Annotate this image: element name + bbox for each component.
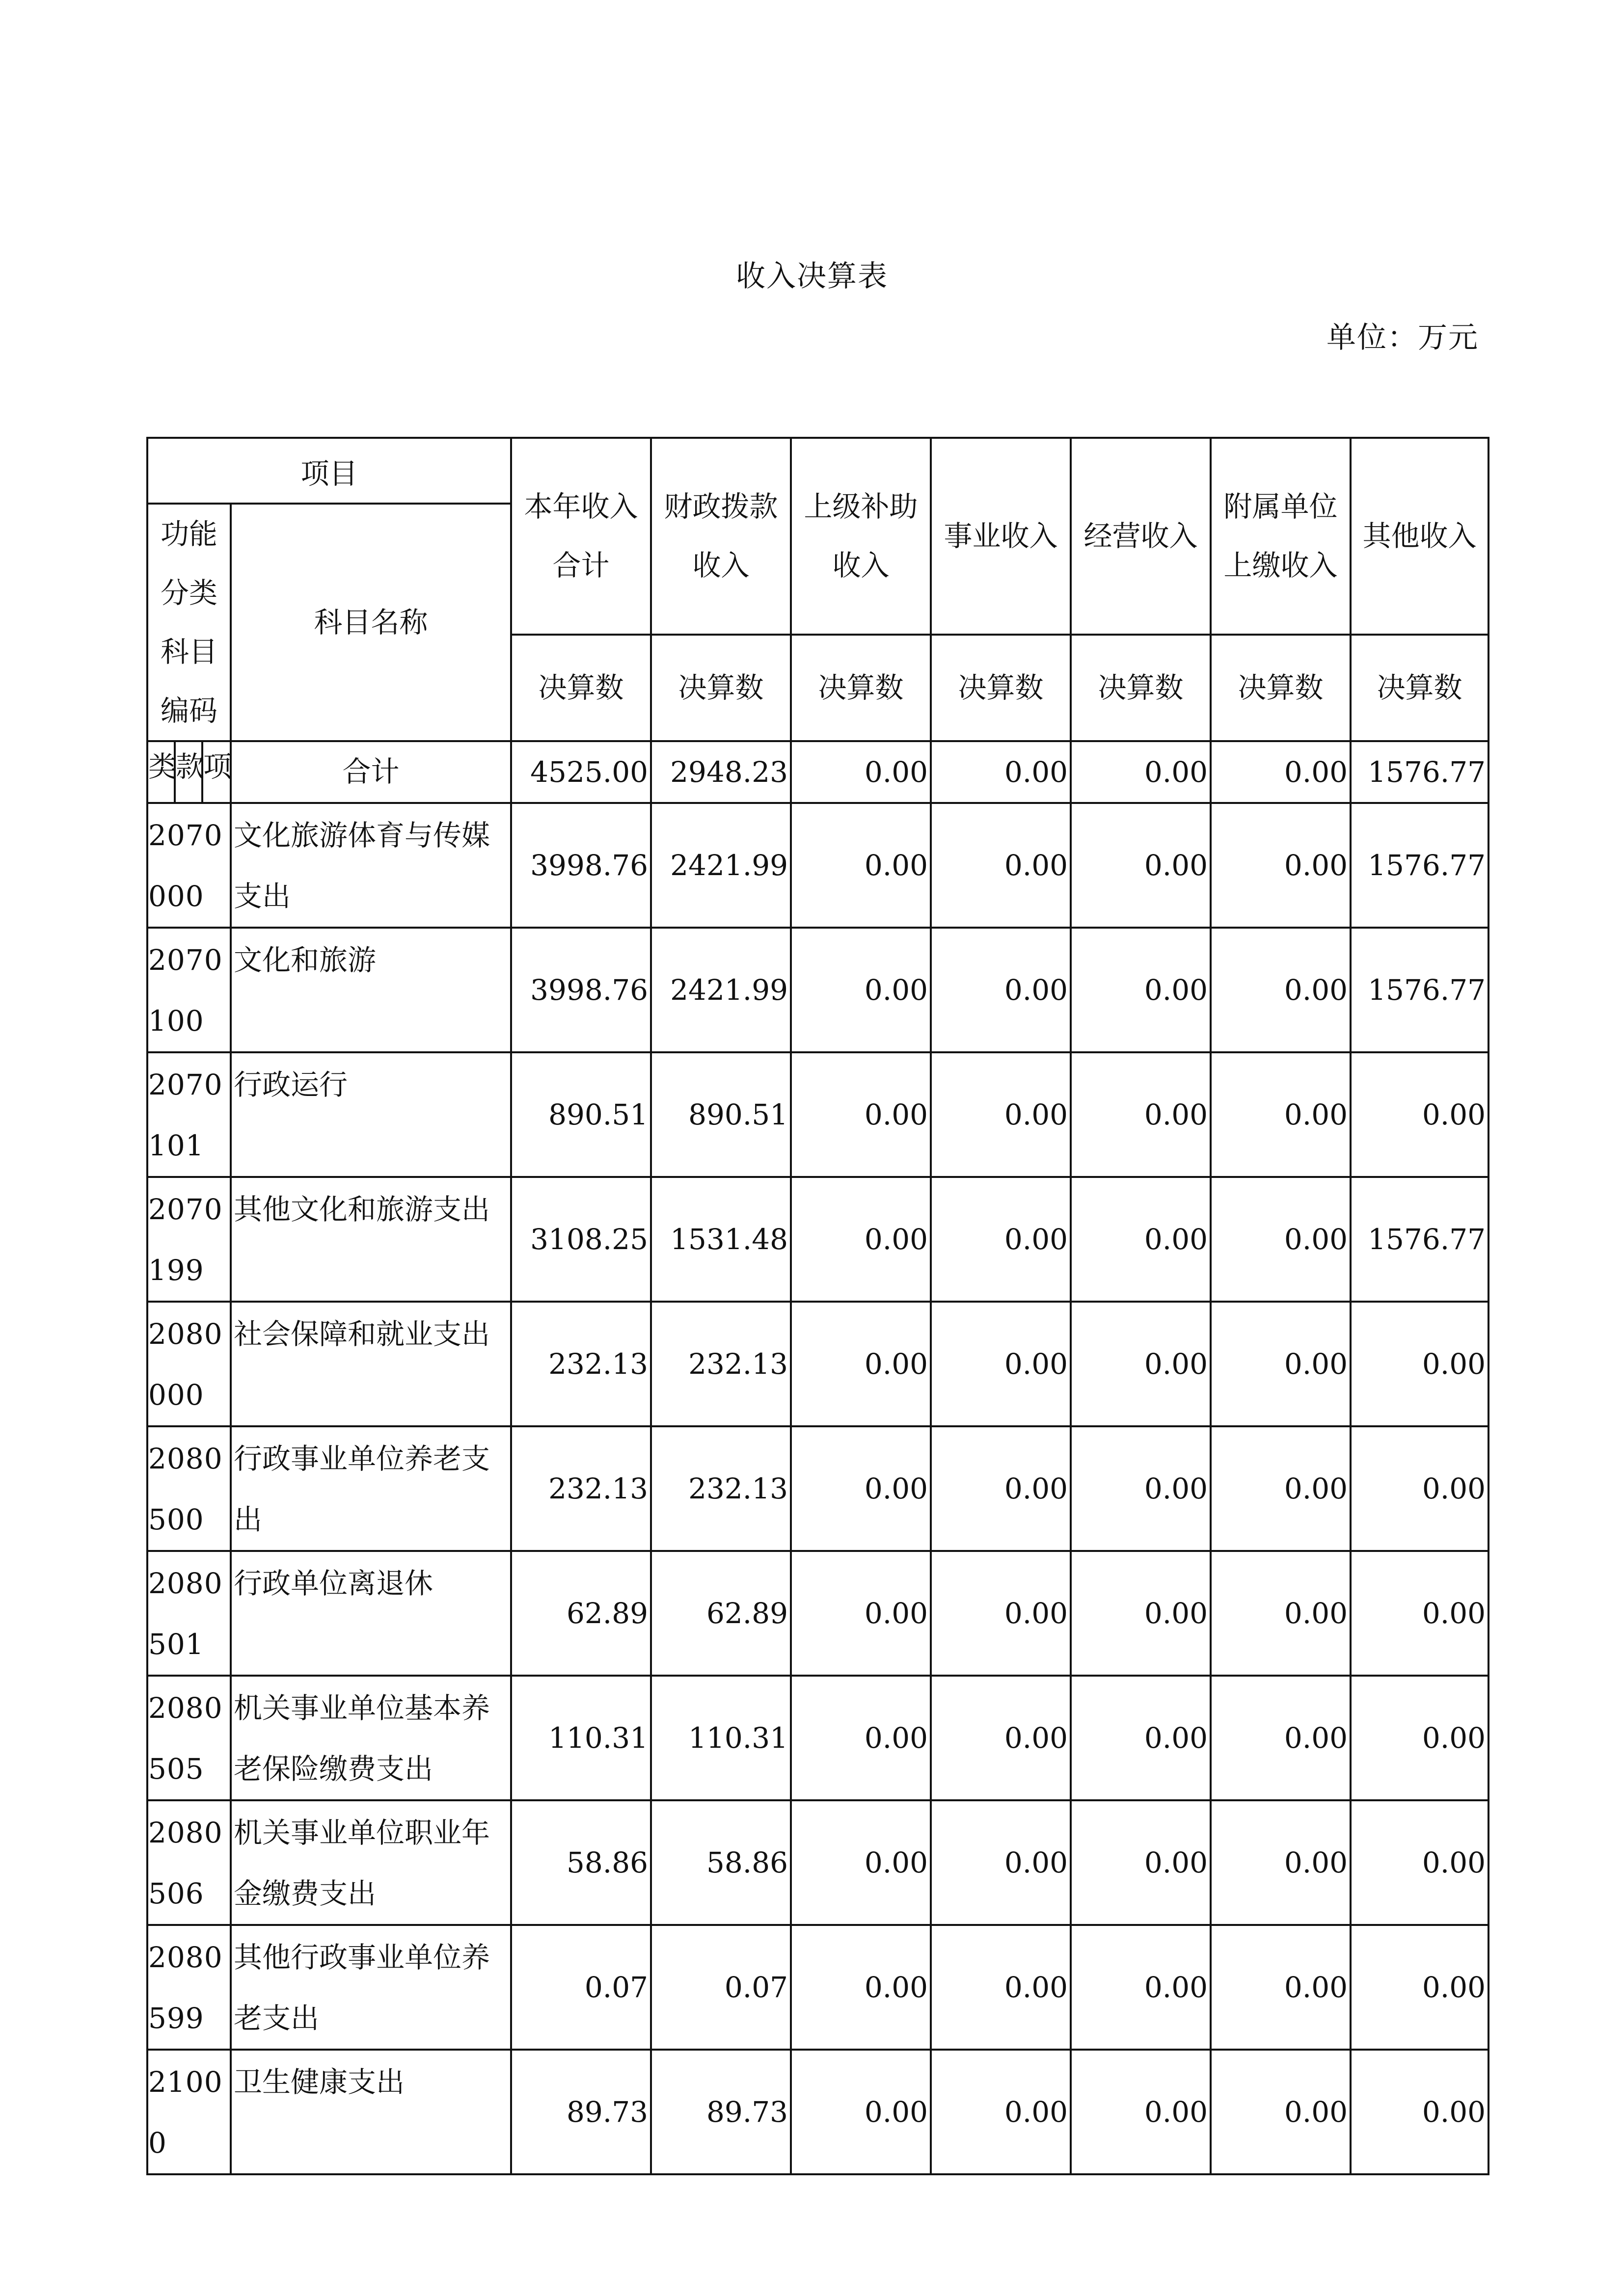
value-cell: 3998.76 — [511, 803, 651, 928]
table-row — [147, 1800, 1489, 1925]
value-cell: 0.00 — [931, 1676, 1071, 1800]
subject-name: 卫生健康支出 — [231, 2050, 511, 2174]
value-cell: 1576.77 — [1351, 803, 1489, 928]
value-cell: 0.00 — [1071, 1302, 1211, 1426]
table-row — [147, 1177, 1489, 1302]
subject-name: 行政事业单位养老支出 — [231, 1426, 511, 1551]
value-cell: 0.00 — [1211, 1925, 1351, 2050]
item-header: 项目 — [147, 438, 511, 504]
value-cell: 0.00 — [1211, 1551, 1351, 1676]
subject-name: 文化和旅游 — [231, 928, 511, 1052]
value-cell: 3108.25 — [511, 1177, 651, 1302]
function-code: 2080599 — [147, 1925, 231, 2050]
value-cell: 0.00 — [791, 1676, 931, 1800]
value-cell: 0.00 — [1071, 1052, 1211, 1177]
value-cell: 0.00 — [931, 803, 1071, 928]
table-row — [147, 2050, 1489, 2174]
value-cell: 0.00 — [1351, 1800, 1489, 1925]
value-cell: 0.00 — [1211, 1052, 1351, 1177]
sub-header: 决算数 — [1071, 635, 1211, 741]
function-code: 2070101 — [147, 1052, 231, 1177]
value-cell: 0.00 — [1211, 1177, 1351, 1302]
function-code: 21000 — [147, 2050, 231, 2174]
table-row — [147, 1426, 1489, 1551]
value-cell: 0.00 — [1211, 928, 1351, 1052]
value-cell: 0.00 — [1211, 1800, 1351, 1925]
column-header: 本年收入合计 — [511, 438, 651, 635]
value-cell: 2421.99 — [651, 803, 791, 928]
value-cell: 232.13 — [651, 1302, 791, 1426]
value-cell: 0.00 — [791, 1177, 931, 1302]
value-cell: 58.86 — [511, 1800, 651, 1925]
table-row — [147, 803, 1489, 928]
value-cell: 110.31 — [511, 1676, 651, 1800]
value-cell: 0.00 — [1351, 1676, 1489, 1800]
sub-header: 决算数 — [791, 635, 931, 741]
function-code: 2070100 — [147, 928, 231, 1052]
value-cell: 0.00 — [1351, 1925, 1489, 2050]
value-cell: 0.00 — [791, 1426, 931, 1551]
subject-name: 文化旅游体育与传媒支出 — [231, 803, 511, 928]
total-value: 1576.77 — [1351, 741, 1489, 803]
total-value: 0.00 — [791, 741, 931, 803]
table-row — [147, 928, 1489, 1052]
value-cell: 0.00 — [1351, 2050, 1489, 2174]
subject-name: 行政单位离退休 — [231, 1551, 511, 1676]
value-cell: 0.00 — [1071, 1925, 1211, 2050]
value-cell: 3998.76 — [511, 928, 651, 1052]
value-cell: 0.00 — [1351, 1551, 1489, 1676]
value-cell: 890.51 — [511, 1052, 651, 1177]
value-cell: 0.00 — [791, 1551, 931, 1676]
table-row — [147, 1925, 1489, 2050]
function-code: 2080505 — [147, 1676, 231, 1800]
total-value: 0.00 — [1211, 741, 1351, 803]
value-cell: 89.73 — [651, 2050, 791, 2174]
subject-name: 社会保障和就业支出 — [231, 1302, 511, 1426]
table-row — [147, 1676, 1489, 1800]
sub-header: 决算数 — [1211, 635, 1351, 741]
value-cell: 0.00 — [931, 1052, 1071, 1177]
function-code: 2080000 — [147, 1302, 231, 1426]
income-final-accounts-table — [146, 437, 1489, 2175]
value-cell: 0.00 — [1351, 1302, 1489, 1426]
value-cell: 0.00 — [1351, 1052, 1489, 1177]
value-cell: 0.00 — [931, 1800, 1071, 1925]
value-cell: 0.00 — [791, 928, 931, 1052]
sub-header: 决算数 — [1351, 635, 1489, 741]
unit-label: 单位：万元 — [1326, 320, 1479, 355]
value-cell: 1531.48 — [651, 1177, 791, 1302]
value-cell: 0.07 — [511, 1925, 651, 2050]
value-cell: 0.00 — [931, 1426, 1071, 1551]
value-cell: 0.00 — [1071, 1177, 1211, 1302]
value-cell: 0.00 — [791, 1925, 931, 2050]
function-code: 2080506 — [147, 1800, 231, 1925]
value-cell: 89.73 — [511, 2050, 651, 2174]
function-code: 2070000 — [147, 803, 231, 928]
section-label: 款 — [175, 741, 202, 803]
table-row — [147, 1302, 1489, 1426]
value-cell: 0.00 — [791, 1800, 931, 1925]
value-cell: 890.51 — [651, 1052, 791, 1177]
value-cell: 0.00 — [931, 1925, 1071, 2050]
value-cell: 0.00 — [931, 1302, 1071, 1426]
item-label: 项 — [202, 741, 231, 803]
page-title: 收入决算表 — [736, 259, 888, 294]
column-header: 事业收入 — [931, 438, 1071, 635]
function-code: 2070199 — [147, 1177, 231, 1302]
value-cell: 62.89 — [511, 1551, 651, 1676]
subject-name: 其他行政事业单位养老支出 — [231, 1925, 511, 2050]
value-cell: 2421.99 — [651, 928, 791, 1052]
value-cell: 0.00 — [791, 803, 931, 928]
value-cell: 0.00 — [1211, 1302, 1351, 1426]
value-cell: 232.13 — [511, 1426, 651, 1551]
subject-name: 行政运行 — [231, 1052, 511, 1177]
column-header: 经营收入 — [1071, 438, 1211, 635]
value-cell: 0.00 — [1351, 1426, 1489, 1551]
value-cell: 232.13 — [511, 1302, 651, 1426]
value-cell: 0.00 — [1071, 1800, 1211, 1925]
value-cell: 110.31 — [651, 1676, 791, 1800]
table-row — [147, 1551, 1489, 1676]
total-value: 0.00 — [931, 741, 1071, 803]
sub-header: 决算数 — [511, 635, 651, 741]
value-cell: 0.00 — [1071, 1676, 1211, 1800]
total-value: 2948.23 — [651, 741, 791, 803]
value-cell: 0.07 — [651, 1925, 791, 2050]
value-cell: 0.00 — [931, 928, 1071, 1052]
table-row — [147, 1052, 1489, 1177]
value-cell: 0.00 — [1071, 928, 1211, 1052]
sub-header: 决算数 — [651, 635, 791, 741]
value-cell: 0.00 — [791, 1052, 931, 1177]
class-label: 类 — [147, 741, 175, 803]
value-cell: 0.00 — [1071, 803, 1211, 928]
function-code: 2080501 — [147, 1551, 231, 1676]
total-row — [147, 741, 1489, 803]
column-header: 财政拨款收入 — [651, 438, 791, 635]
subject-name-header: 科目名称 — [231, 504, 511, 741]
subject-name: 机关事业单位基本养老保险缴费支出 — [231, 1676, 511, 1800]
value-cell: 0.00 — [931, 2050, 1071, 2174]
value-cell: 0.00 — [1211, 1426, 1351, 1551]
value-cell: 0.00 — [791, 2050, 931, 2174]
subject-name: 机关事业单位职业年金缴费支出 — [231, 1800, 511, 1925]
value-cell: 1576.77 — [1351, 1177, 1489, 1302]
value-cell: 0.00 — [1071, 1551, 1211, 1676]
value-cell: 0.00 — [931, 1177, 1071, 1302]
value-cell: 0.00 — [1211, 803, 1351, 928]
value-cell: 0.00 — [1211, 1676, 1351, 1800]
total-value: 4525.00 — [511, 741, 651, 803]
function-code: 2080500 — [147, 1426, 231, 1551]
sub-header: 决算数 — [931, 635, 1071, 741]
value-cell: 58.86 — [651, 1800, 791, 1925]
subject-name: 其他文化和旅游支出 — [231, 1177, 511, 1302]
total-label: 合计 — [231, 741, 511, 803]
column-header: 上级补助收入 — [791, 438, 931, 635]
value-cell: 0.00 — [1211, 2050, 1351, 2174]
value-cell: 0.00 — [1071, 1426, 1211, 1551]
value-cell: 0.00 — [931, 1551, 1071, 1676]
value-cell: 0.00 — [1071, 2050, 1211, 2174]
total-value: 0.00 — [1071, 741, 1211, 803]
value-cell: 232.13 — [651, 1426, 791, 1551]
value-cell: 1576.77 — [1351, 928, 1489, 1052]
value-cell: 62.89 — [651, 1551, 791, 1676]
column-header: 其他收入 — [1351, 438, 1489, 635]
column-header: 附属单位上缴收入 — [1211, 438, 1351, 635]
function-code-header: 功能分类科目编码 — [147, 504, 231, 741]
value-cell: 0.00 — [791, 1302, 931, 1426]
